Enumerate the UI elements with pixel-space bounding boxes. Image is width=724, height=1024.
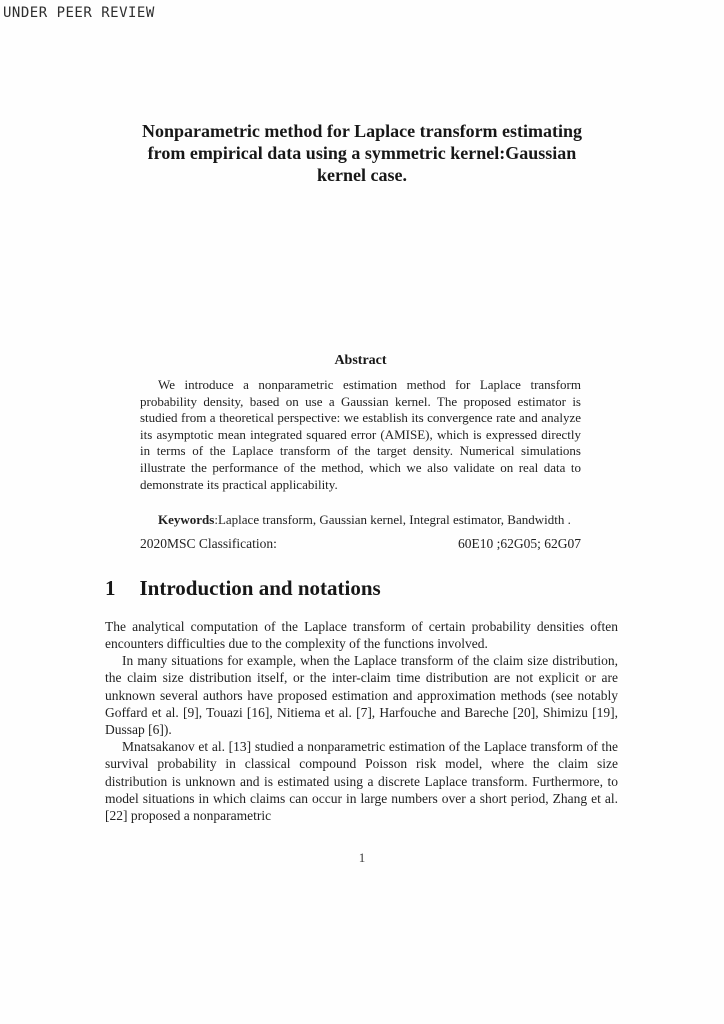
keywords-line: [140, 512, 581, 529]
body-paragraph: The analytical computation of the Laplace transform of certain probability densities often encounters difficulties due to the complexity of the functions involved.: [105, 618, 618, 651]
abstract-section: [140, 352, 581, 552]
keywords-label: Keywords: [158, 512, 215, 528]
paper-title: [60, 120, 664, 186]
msc-label: 2020MSC Classification:: [140, 535, 277, 551]
msc-codes: 60E10 ;62G05; 62G07: [458, 535, 581, 551]
section-number: 1: [105, 575, 116, 600]
paper-title-line-1: Nonparametric method for Laplace transform estimating: [141, 121, 583, 141]
paper-title-line-3: kernel case.: [317, 165, 407, 185]
introduction-body: [105, 618, 618, 824]
msc-classification-line: [140, 535, 581, 552]
section-title: Introduction and notations: [139, 575, 381, 600]
paper-title-line-2: from empirical data using a symmetric kernel:Gaussian: [147, 143, 577, 163]
page-number: 1: [358, 850, 366, 866]
keywords-text: :Laplace transform, Gaussian kernel, Integral estimator, Bandwidth .: [214, 512, 571, 528]
review-status-banner: UNDER PEER REVIEW: [3, 5, 155, 21]
body-paragraph: Mnatsakanov et al. [13] studied a nonparametric estimation of the Laplace transform of the survival probability in classical compound Poisson risk model, where the claim size distribution is unknown and is estimated using a discrete Laplace transform. Furthermore, to model situations in which claims can occur in large numbers over a short period, Zhang et al. [22] proposed a nonparametric: [105, 739, 618, 823]
body-paragraph: In many situations for example, when the Laplace transform of the claim size distribution, the claim size distribution itself, or the inter-claim time distribution are not explicit or are unknown several authors have proposed estimation and approximation methods (see notably Goffard et al. [9], Touazi [16], Nitiema et al. [7], Harfouche and Bareche [20], Shimizu [19], Dussap [6]).: [105, 653, 618, 737]
abstract-text: We introduce a nonparametric estimation method for Laplace transform probability density, based on use a Gaussian kernel. The proposed estimator is studied from a theoretical perspective: we establish its convergence rate and analyze its asymptotic mean integrated squared error (AMISE), which is expressed directly in terms of the Laplace transform of the target density. Numerical simulations illustrate the performance of the method, which we also validate on real data to demonstrate its practical applicability.: [140, 377, 581, 492]
section-heading: [105, 576, 619, 600]
abstract-heading: Abstract: [334, 353, 387, 368]
